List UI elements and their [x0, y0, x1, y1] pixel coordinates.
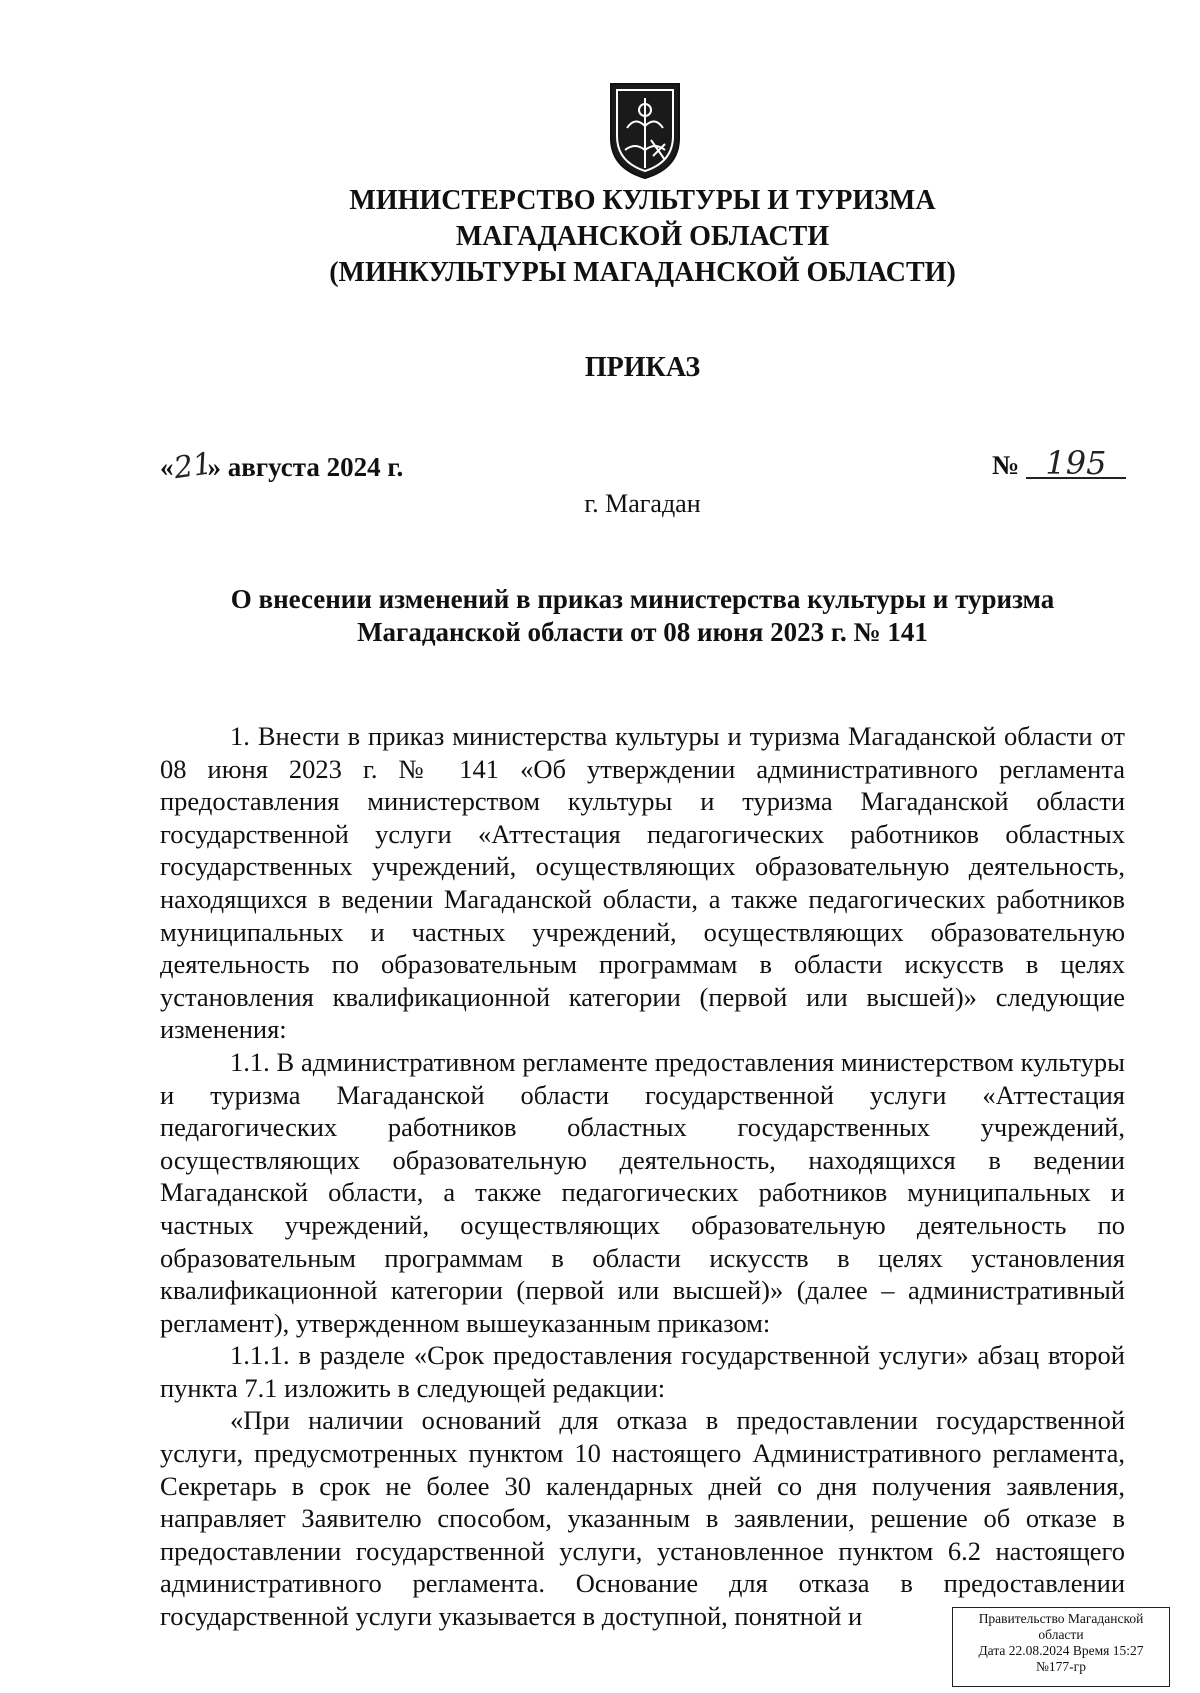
ministry-name-line-2: МАГАДАНСКОЙ ОБЛАСТИ	[455, 221, 830, 252]
city: г. Магадан	[584, 489, 701, 518]
coat-of-arms-icon	[605, 80, 685, 180]
date-day-handwritten: 21	[171, 446, 214, 487]
stamp-line-2: области	[1038, 1627, 1084, 1642]
subject-line-2: Магаданской области от 08 июня 2023 г. № 141	[357, 617, 928, 647]
number-label: №	[992, 450, 1020, 480]
paragraph-1-1-1: 1.1.1. в разделе «Срок предоставления государственной услуги» абзац второй пункта 7.1 изложить в следующей редакции:	[160, 1340, 1125, 1403]
paragraph-quote: «При наличии оснований для отказа в предоставлении государственной услуги, предусмотренных пунктом 10 настоящего Административного регламента, Секретарь в срок не более 30 календарных дней со дня получения заявления, направляет Заявителю способом, указанным в заявлении, решение об отказе в предоставлении государственной услуги, установленное пунктом 6.2 настоящего административного регламента. Основание для отказа в предоставлении государственной услуги указывается в доступной, понятной и	[160, 1405, 1125, 1632]
ministry-name-line-1: МИНИСТЕРСТВО КУЛЬТУРЫ И ТУРИЗМА	[349, 185, 936, 216]
subject-line-1: О внесении изменений в приказ министерства культуры и туризма	[230, 584, 1055, 614]
order-title: ПРИКАЗ	[584, 352, 701, 383]
date-month-year: » августа 2024 г.	[207, 452, 404, 482]
order-subject	[160, 583, 1125, 649]
order-date	[160, 446, 404, 487]
ministry-header	[160, 183, 1125, 291]
paragraph-1: 1. Внести в приказ министерства культуры и туризма Магаданской области от 08 июня 2023 г. № 141 «Об утверждении административного регламента предоставления министерством культуры и туризма Магаданской области государственной услуги «Аттестация педагогических работников областных государственных учреждений, осуществляющих образовательную деятельность, находящихся в ведении Магаданской области, а также педагогических работников муниципальных и частных учреждений, осуществляющих образовательную деятельность по образовательным программам в области искусств в целях установления квалификационной категории (первой или высшей)» следующие изменения:	[160, 721, 1125, 1045]
date-open-quote: «	[160, 452, 174, 482]
stamp-line-4: №177-гр	[1036, 1659, 1086, 1674]
ministry-short-name: (МИНКУЛЬТУРЫ МАГАДАНСКОЙ ОБЛАСТИ)	[329, 257, 956, 288]
stamp-line-1: Правительство Магаданской	[978, 1611, 1144, 1626]
registration-stamp	[952, 1607, 1170, 1687]
number-value-handwritten: 195	[1026, 449, 1126, 479]
order-body	[160, 720, 1125, 1633]
paragraph-1-1: 1.1. В административном регламенте предоставления министерством культуры и туризма Магаданской области государственной услуги «Аттестация педагогических работников областных государственных учреждений, осуществляющих образовательную деятельность, находящихся в ведении Магаданской области, а также педагогических работников муниципальных и частных учреждений, осуществляющих образовательную деятельность по образовательным программам в области искусств в целях установления квалификационной категории (первой или высшей)» (далее – административный регламент), утвержденном вышеуказанным приказом:	[160, 1046, 1125, 1338]
order-number	[992, 444, 1126, 482]
stamp-line-3: Дата 22.08.2024 Время 15:27	[978, 1643, 1144, 1658]
